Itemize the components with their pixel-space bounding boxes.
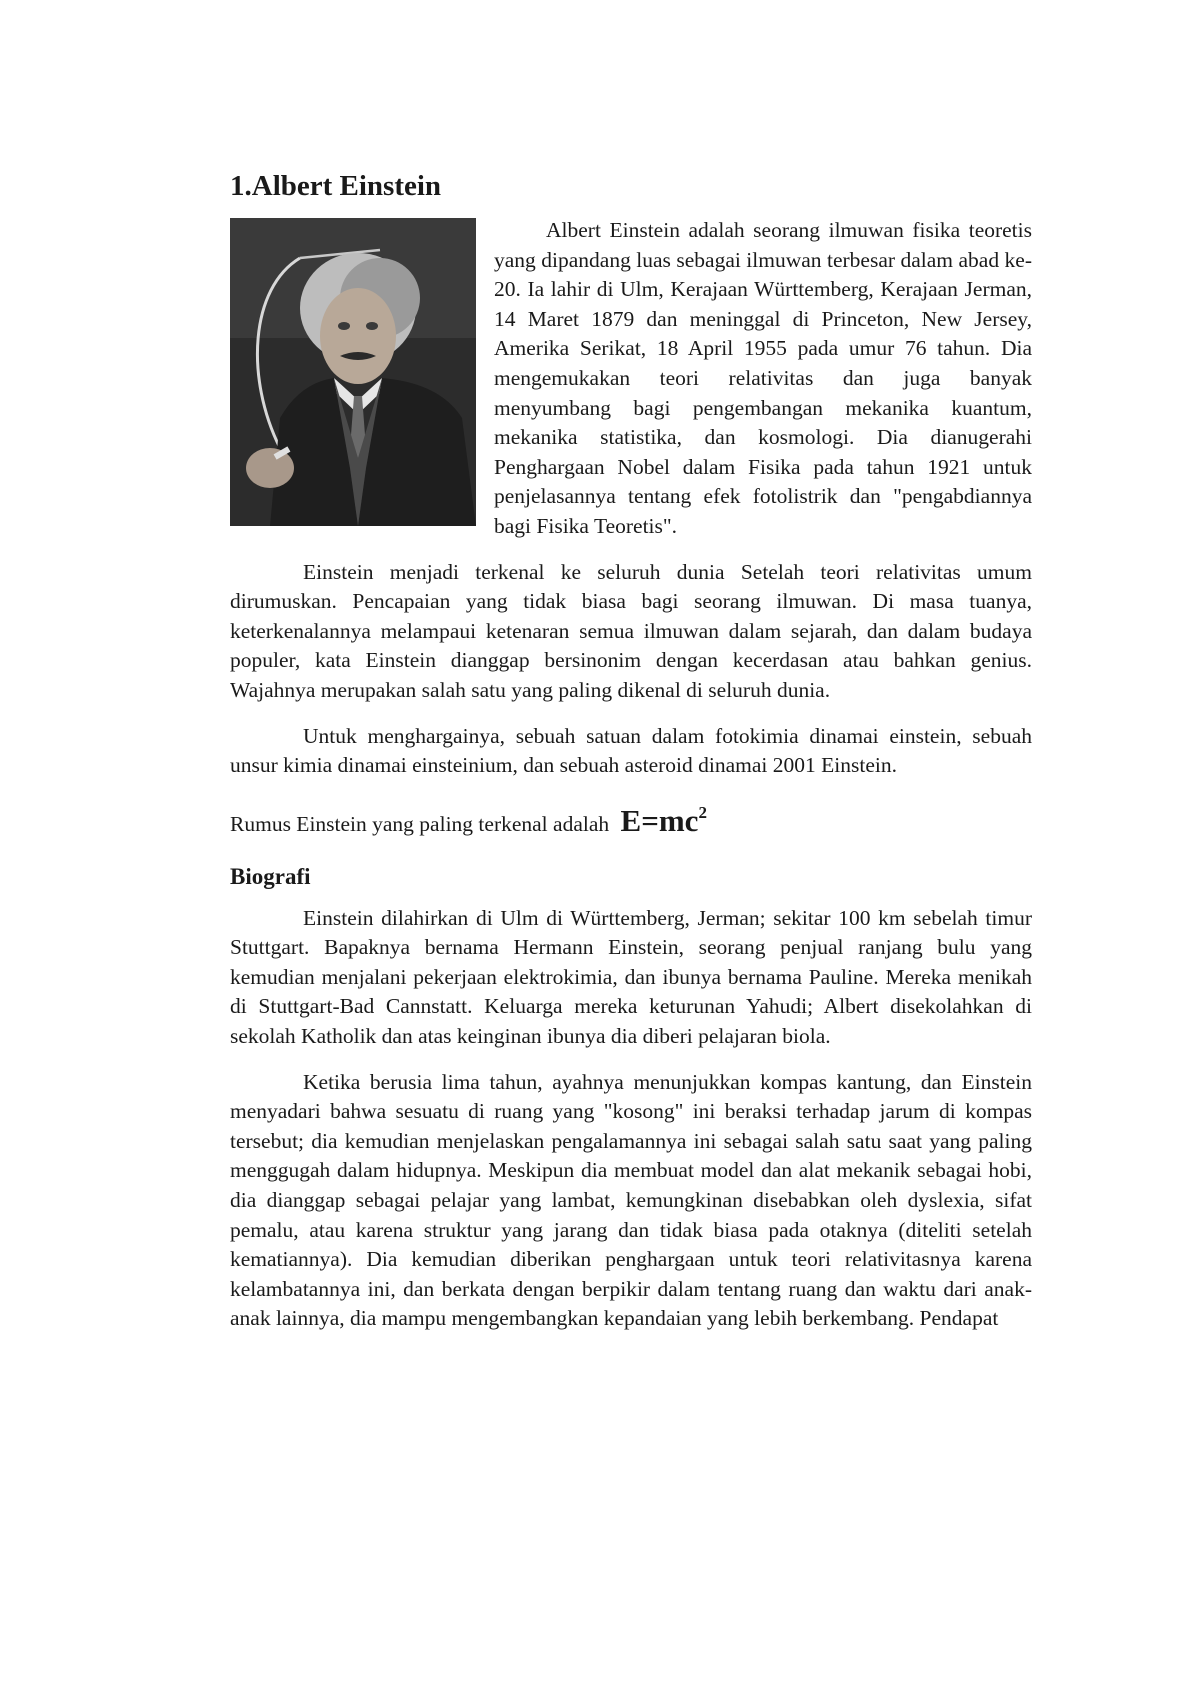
formula-intro-text: Rumus Einstein yang paling terkenal adalah (230, 811, 610, 836)
page-title: 1.Albert Einstein (230, 170, 442, 202)
document-page (230, 168, 1032, 1350)
biography-paragraph: Einstein dilahirkan di Ulm di Württemberg, Jerman; sekitar 100 km sebelah timur Stuttgart. Bapaknya bernama Hermann Einstein, seorang penjual ranjang bulu yang kemudian menjalani pekerjaan elektrokimia, dan ibunya bernama Pauline. Mereka menikah di Stuttgart-Bad Cannstatt. Keluarga mereka keturunan Yahudi; Albert disekolahkan di sekolah Katholik dan atas keinginan ibunya dia diberi pelajaran biola. (230, 905, 1032, 1049)
fame-paragraph: Einstein menjadi terkenal ke seluruh dunia Setelah teori relativitas umum dirumuskan. Pencapaian yang tidak biasa bagi seorang ilmuwan. Di masa tuanya, keterkenalannya melampaui ketenaran semua ilmuwan dalam sejarah, dan dalam budaya populer, kata Einstein dianggap bersinonim dengan kecerdasan atau bahkan genius. Wajahnya merupakan salah satu yang paling dikenal di seluruh dunia. (230, 559, 1032, 702)
formula-emc2 (621, 803, 707, 838)
portrait-photo-icon (230, 218, 476, 526)
biography-paragraph: Ketika berusia lima tahun, ayahnya menunjukkan kompas kantung, dan Einstein menyadari bahwa sesuatu di ruang yang "kosong" ini beraksi terhadap jarum di kompas tersebut; dia kemudian menjelaskan pengalamannya ini sebagai salah satu saat yang paling menggugah dalam hidupnya. Meskipun dia membuat model dan alat mekanik sebagai hobi, dia dianggap sebagai pelajar yang lambat, kemungkinan disebabkan oleh dyslexia, sifat pemalu, atau karena struktur yang jarang dan tidak biasa pada otaknya (diteliti setelah kematiannya). Dia kemudian diberikan penghargaan untuk teori relativitasnya karena kelambatannya ini, dan berkata dengan berpikir dalam tentang ruang dan waktu dari anak-anak lainnya, dia mampu mengembangkan kepandaian yang lebih berkembang. Pendapat (230, 1069, 1032, 1331)
intro-paragraph: Albert Einstein adalah seorang ilmuwan fisika teoretis yang dipandang luas sebagai ilmuwan terbesar dalam abad ke-20. Ia lahir di Ulm, Kerajaan Württemberg, Kerajaan Jerman, 14 Maret 1879 dan meninggal di Princeton, New Jersey, Amerika Serikat, 18 April 1955 pada umur 76 tahun. Dia mengemukakan teori relativitas dan juga banyak menyumbang bagi pengembangan mekanika kuantum, mekanika statistika, dan kosmologi. Dia dianugerahi Penghargaan Nobel dalam Fisika pada tahun 1921 untuk penjelasannya tentang efek fotolistrik dan "pengabdiannya bagi Fisika Teoretis". (494, 218, 1032, 538)
formula-exponent: 2 (698, 802, 707, 822)
biography-heading: Biografi (230, 863, 311, 889)
honors-paragraph: Untuk menghargainya, sebuah satuan dalam fotokimia dinamai einstein, sebuah unsur kimia dinamai einsteinium, dan sebuah asteroid dinamai 2001 Einstein. (230, 723, 1032, 778)
portrait-illustration (230, 218, 476, 526)
formula-base: E=mc (620, 802, 699, 838)
formula-line (230, 797, 1032, 840)
